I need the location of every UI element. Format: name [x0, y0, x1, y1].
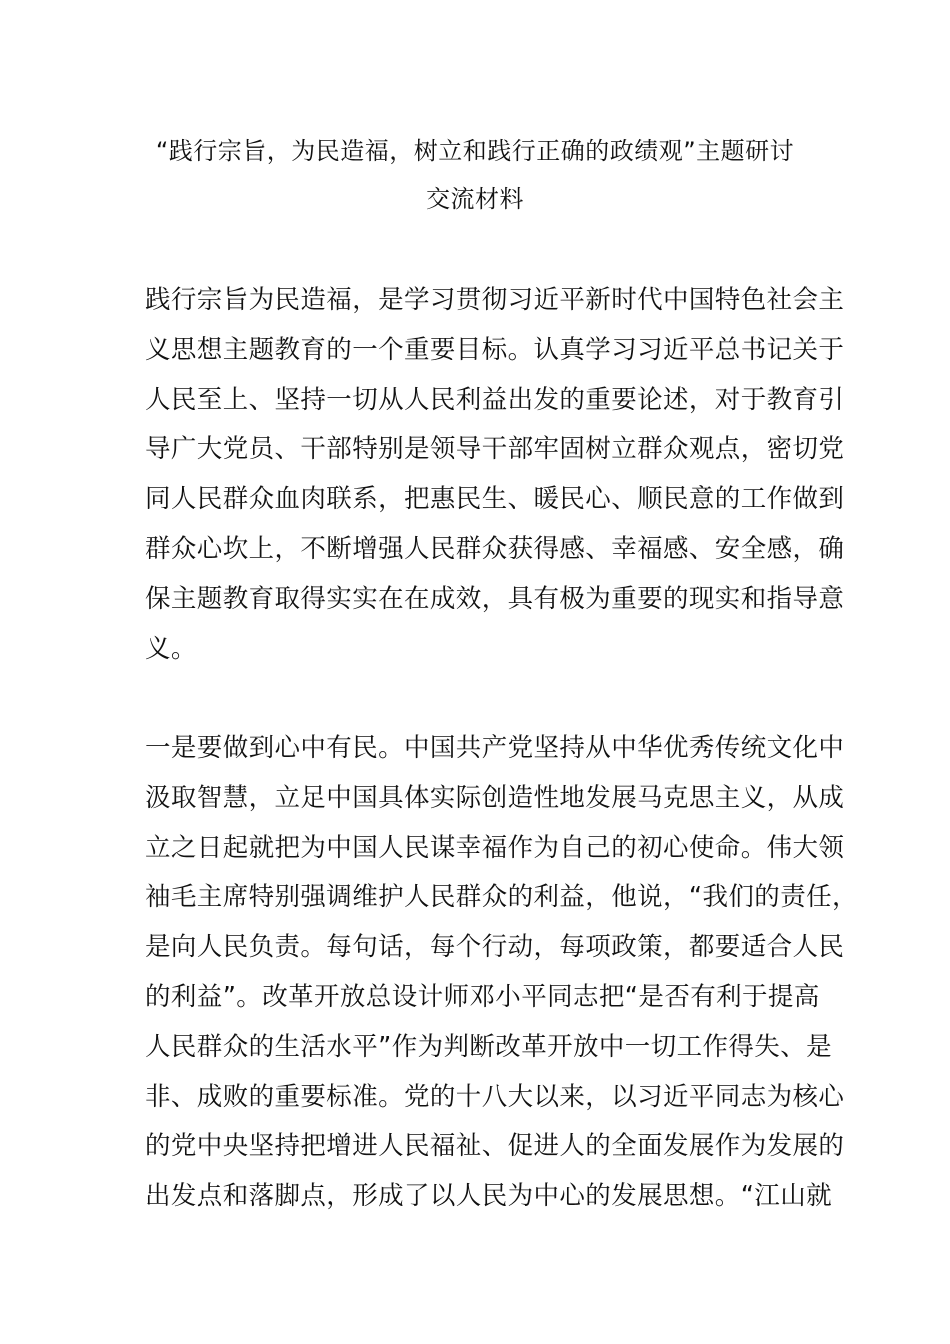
paragraph-line: 群众心坎上，不断增强人民群众获得感、幸福感、安全感，确	[145, 533, 845, 564]
paragraph-line: 一是要做到心中有民。中国共产党坚持从中华优秀传统文化中	[145, 733, 845, 763]
paragraph-line: 袖毛主席特别强调维护人民群众的利益，他说，“我们的责任，	[145, 882, 858, 913]
paragraph-line: 的利益”。改革开放总设计师邓小平同志把“是否有利于提高	[145, 981, 820, 1012]
paragraph-line: 出发点和落脚点，形成了以人民为中心的发展思想。“江山就	[145, 1181, 833, 1212]
document-title	[0, 127, 950, 223]
paragraph-section-one	[145, 724, 858, 1222]
paragraph-line: 导广大党员、干部特别是领导干部牢固树立群众观点，密切党	[145, 434, 845, 465]
paragraph-line: 义思想主题教育的一个重要目标。认真学习习近平总书记关于	[145, 334, 845, 365]
paragraph-line: 的党中央坚持把增进人民福祉、促进人的全面发展作为发展的	[145, 1131, 845, 1162]
paragraph-line: 汲取智慧，立足中国具体实际创造性地发展马克思主义，从成	[145, 782, 845, 813]
paragraph-line: 人民至上、坚持一切从人民利益出发的重要论述，对于教育引	[145, 384, 845, 415]
paragraph-line: 义。	[145, 633, 197, 664]
title-line: “践行宗旨，为民造福，树立和践行正确的政绩观”主题研讨	[155, 137, 795, 165]
paragraph-line: 人民群众的生活水平”作为判断改革开放中一切工作得失、是	[145, 1031, 833, 1062]
paragraph-intro	[145, 276, 845, 674]
paragraph-line: 非、成败的重要标准。党的十八大以来，以习近平同志为核心	[145, 1081, 845, 1112]
paragraph-line: 践行宗旨为民造福，是学习贯彻习近平新时代中国特色社会主	[145, 285, 845, 315]
title-line: 交流材料	[426, 185, 524, 213]
paragraph-line: 是向人民负责。每句话，每个行动，每项政策，都要适合人民	[145, 932, 845, 963]
paragraph-line: 保主题教育取得实实在在成效，具有极为重要的现实和指导意	[145, 583, 845, 614]
paragraph-line: 同人民群众血肉联系，把惠民生、暖民心、顺民意的工作做到	[145, 484, 845, 515]
paragraph-line: 立之日起就把为中国人民谋幸福作为自己的初心使命。伟大领	[145, 832, 845, 863]
